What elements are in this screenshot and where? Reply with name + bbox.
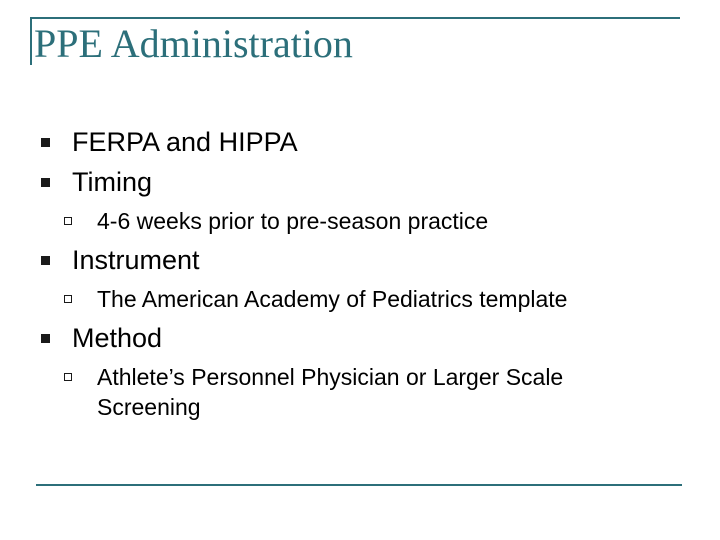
hollow-square-bullet-icon: [64, 295, 72, 303]
footer-divider-line: [36, 484, 682, 486]
bullet-text: Method: [72, 323, 163, 353]
square-bullet-icon: [41, 334, 50, 343]
sub-bullet-text: Athlete’s Personnel Physician or Larger Scale Screening: [97, 364, 564, 420]
title-frame-left-line: [30, 17, 32, 65]
bullet-list: [40, 124, 660, 428]
hollow-square-bullet-icon: [64, 373, 72, 381]
square-bullet-icon: [41, 178, 50, 187]
sub-bullet-text: 4-6 weeks prior to pre-season practice: [97, 208, 489, 234]
sub-bullet-item-timing: [40, 206, 660, 236]
sub-bullet-item-method: [40, 362, 660, 422]
square-bullet-icon: [41, 138, 50, 147]
slide-title: PPE Administration: [34, 21, 353, 66]
sub-bullet-item-instrument: [40, 284, 660, 314]
bullet-text: Instrument: [72, 245, 200, 275]
sub-bullet-text: The American Academy of Pediatrics template: [97, 286, 568, 312]
bullet-text: FERPA and HIPPA: [72, 127, 298, 157]
bullet-item-instrument: [40, 242, 660, 278]
title-frame-top-line: [30, 17, 680, 19]
bullet-item-ferpa: [40, 124, 660, 160]
square-bullet-icon: [41, 256, 50, 265]
hollow-square-bullet-icon: [64, 217, 72, 225]
bullet-item-method: [40, 320, 660, 356]
bullet-text: Timing: [72, 167, 153, 197]
bullet-item-timing: [40, 164, 660, 200]
